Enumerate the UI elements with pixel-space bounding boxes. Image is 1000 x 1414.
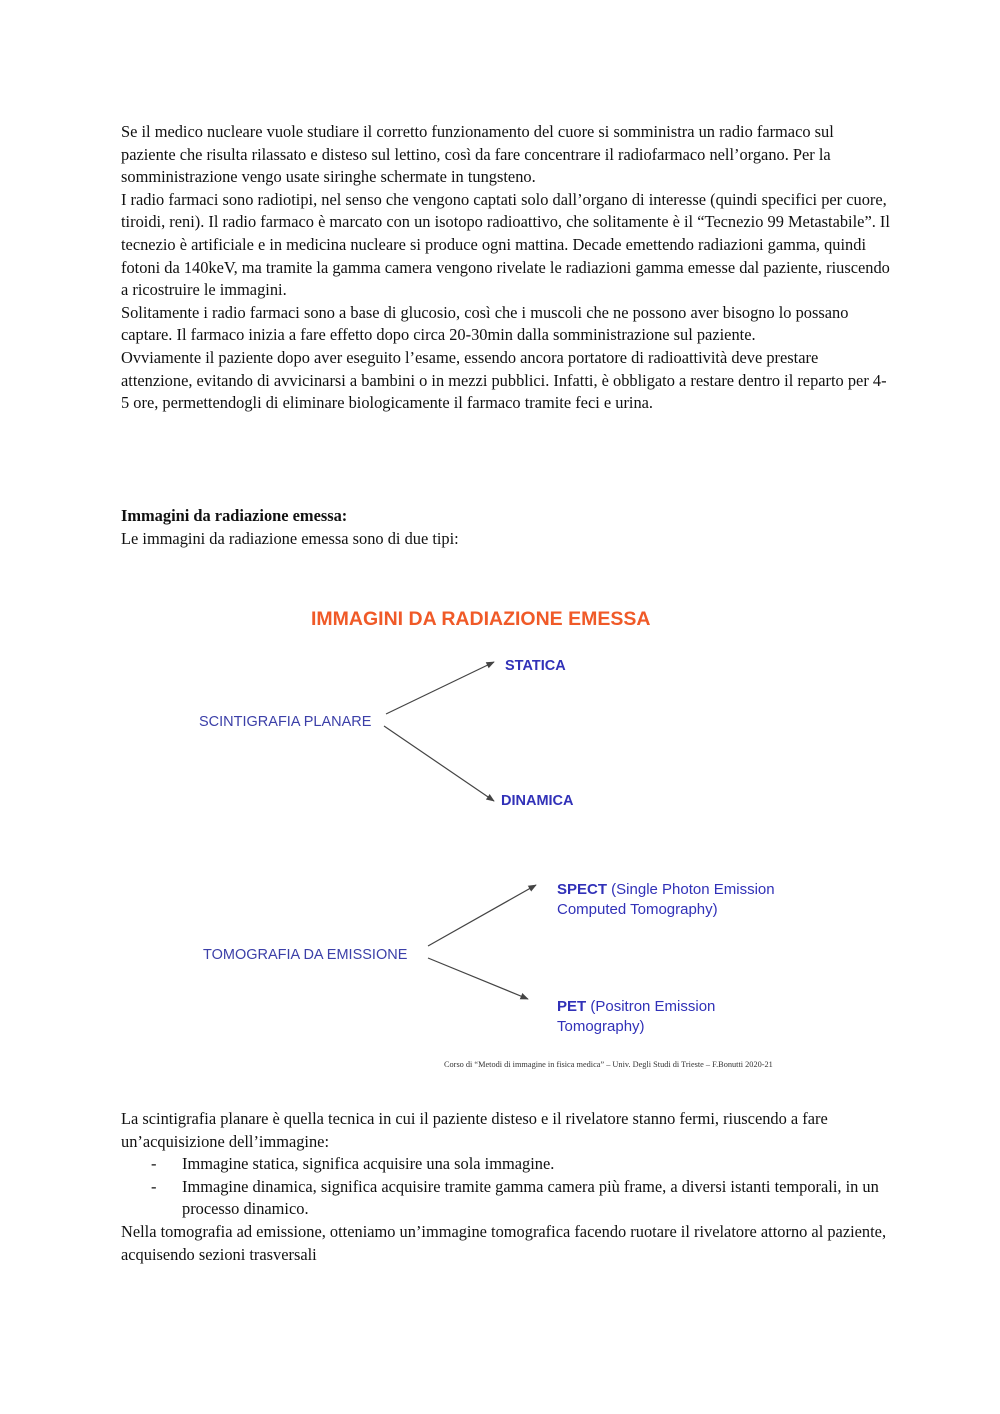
arrow-to-pet <box>428 958 528 999</box>
emitted-radiation-diagram <box>190 600 820 1080</box>
arrow-to-statica <box>386 662 494 714</box>
label-statica: STATICA <box>505 658 566 674</box>
paragraph-tomography: Nella tomografia ad emissione, otteniamo un’immagine tomografica facendo ruotare il rivelatore attorno al paziente, acquisendo sezioni trasversali <box>121 1221 887 1264</box>
label-tomografia-emissione: TOMOGRAFIA DA EMISSIONE <box>203 947 408 963</box>
label-scintigrafia-planare: SCINTIGRAFIA PLANARE <box>199 714 372 730</box>
paragraph-after-exam: Ovviamente il paziente dopo aver eseguito l’esame, essendo ancora portatore di radioattività deve prestare attenzione, evitando di avvicinarsi a bambini o in mezzi pubblici. Infatti, è obbligato a restare dentro il reparto per 4-5 ore, permettendogli di eliminare biologicamente il farmaco tramite feci e urina. <box>121 347 887 413</box>
arrow-to-spect <box>428 885 536 946</box>
pet-line2: Tomography) <box>557 1018 645 1035</box>
label-pet <box>557 997 715 1037</box>
paragraph-glucose: Solitamente i radio farmaci sono a base di glucosio, così che i muscoli che ne possono aver bisogno lo possano captare. Il farmaco inizia a fare effetto dopo circa 20-30min dalla somministrazione sul paziente. <box>121 302 849 345</box>
section-lead: Le immagini da radiazione emessa sono di due tipi: <box>121 528 459 548</box>
paragraph-planar: La scintigrafia planare è quella tecnica in cui il paziente disteso e il rivelatore stanno fermi, riuscendo a fare un’acquisizione dell’immagine: <box>121 1109 828 1151</box>
paragraph-radiopharmaceuticals: I radio farmaci sono radiotipi, nel senso che vengono captati solo dall’organo di interesse (quindi specifici per cuore, tiroidi, reni). Il radio farmaco è marcato con un isotopo radioattivo, che solitamente è il “Tecnezio 99 Metastabile”. Il tecnezio è artificiale e in medicina nucleare si produce ogni mattina. Decade emettendo radiazioni gamma, quindi fotoni da 140keV, ma tramite la gamma camera vengono rivelate le radiazioni gamma emesse dal paziente, riuscendo a ricostruire le immagini. <box>121 189 890 300</box>
label-spect <box>557 880 775 920</box>
after-figure-text <box>121 1108 891 1266</box>
list-item <box>121 1153 891 1176</box>
arrow-to-dinamica <box>384 726 494 801</box>
image-types-list <box>121 1153 891 1221</box>
section-heading: Immagini da radiazione emessa: <box>121 506 348 525</box>
list-item <box>121 1176 891 1221</box>
pet-line1: (Positron Emission <box>586 998 716 1015</box>
label-dinamica: DINAMICA <box>501 793 574 809</box>
section-emitted-radiation <box>121 505 891 550</box>
intro-text <box>121 121 891 415</box>
dash-marker: - <box>151 1176 157 1196</box>
pet-abbr: PET <box>557 998 587 1015</box>
diagram-title: IMMAGINI DA RADIAZIONE EMESSA <box>311 608 651 630</box>
list-item-text: Immagine statica, significa acquisire una sola immagine. <box>182 1154 555 1174</box>
paragraph-administration: Se il medico nucleare vuole studiare il corretto funzionamento del cuore si somministra un radio farmaco sul paziente che risulta rilassato e disteso sul lettino, così da fare concentrare il radiofarmaco nell’organo. Per la somministrazione vengo usate siringhe schermate in tungsteno. <box>121 122 834 187</box>
spect-line2: Computed Tomography) <box>557 901 718 918</box>
figure-credit: Corso di “Metodi di immagine in fisica medica” – Univ. Degli Studi di Trieste – F.Bonutti 2020-21 <box>444 1060 773 1069</box>
spect-line1: (Single Photon Emission <box>607 881 775 898</box>
list-item-text: Immagine dinamica, significa acquisire tramite gamma camera più frame, a diversi istanti temporali, in un processo dinamico. <box>182 1176 879 1219</box>
dash-marker: - <box>151 1154 157 1174</box>
spect-abbr: SPECT <box>557 881 608 898</box>
